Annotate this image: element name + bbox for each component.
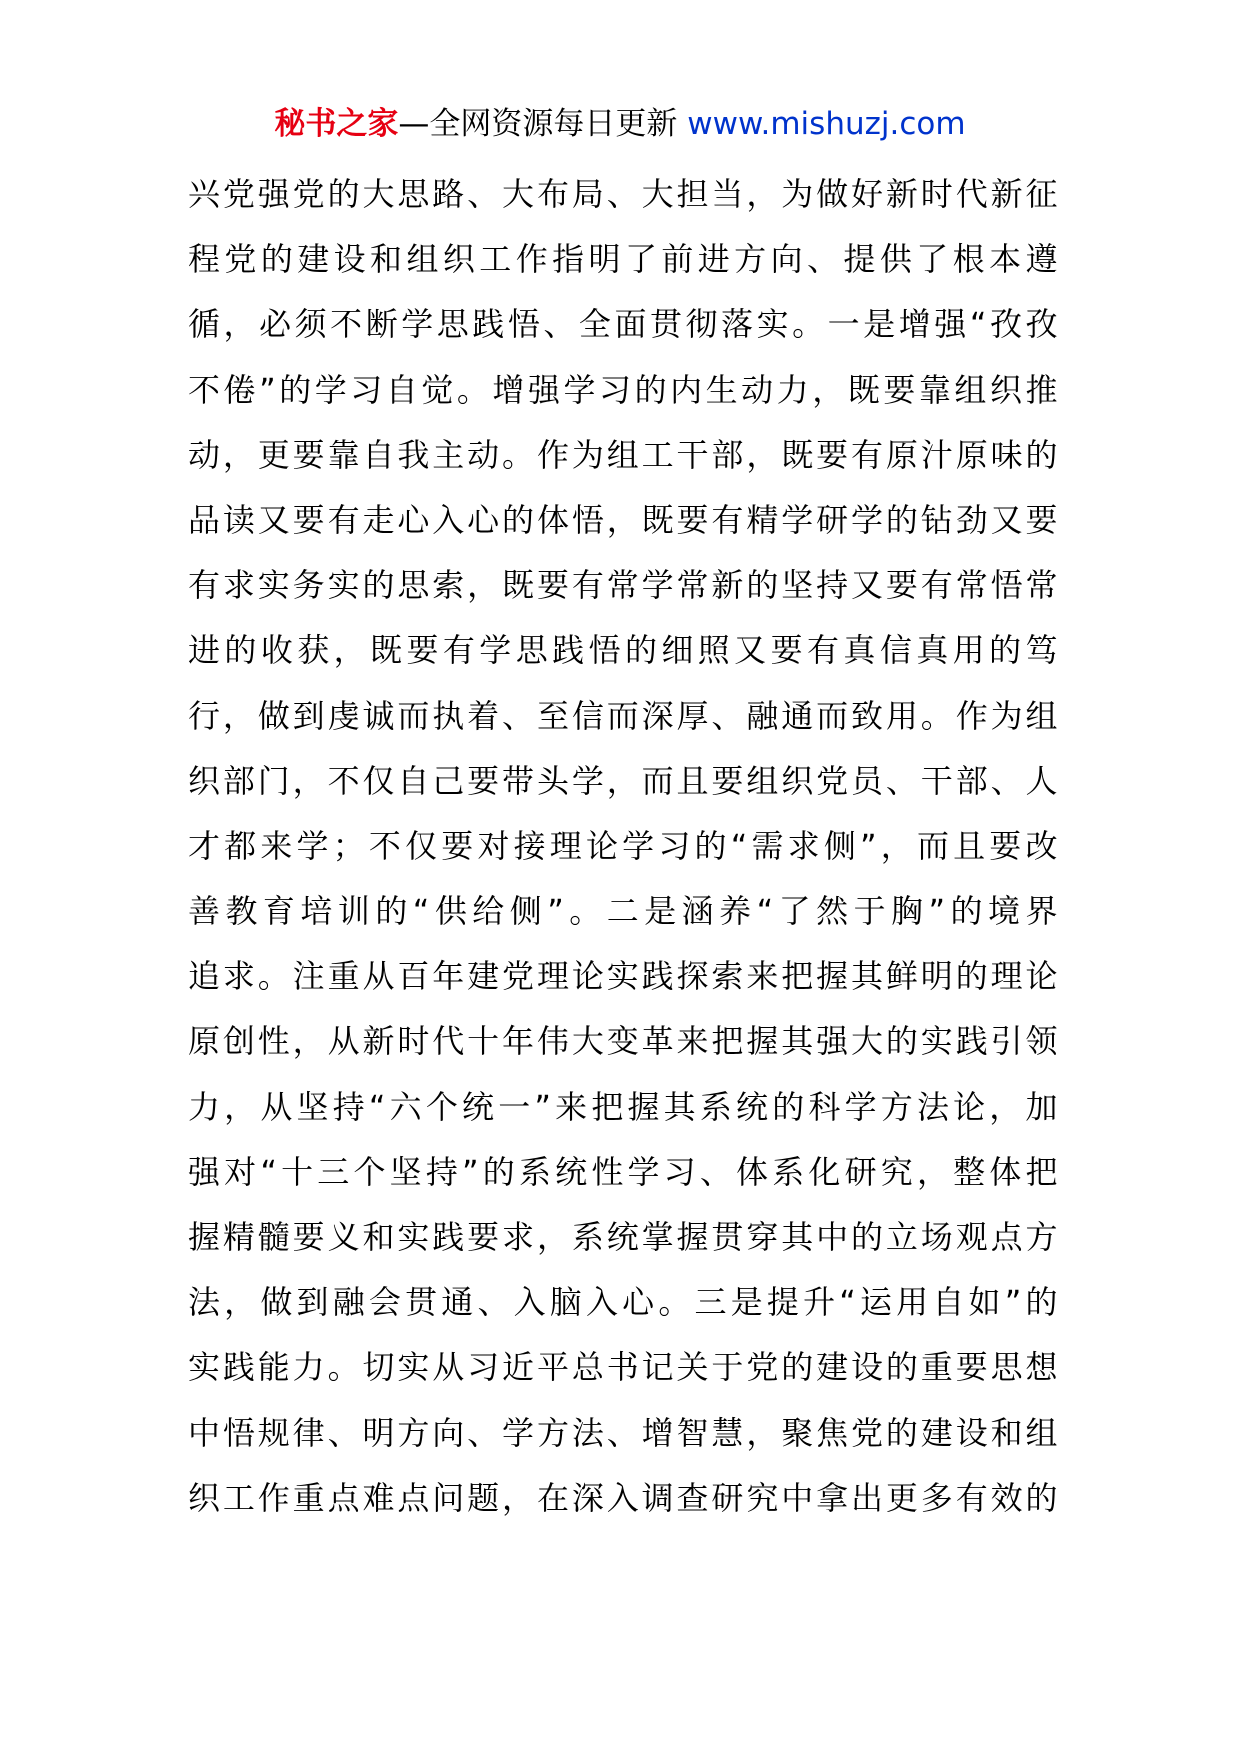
body-line: 有求实务实的思索，既要有常学常新的坚持又要有常悟常 xyxy=(188,566,1058,605)
body-line: 握精髓要义和实践要求，系统掌握贯穿其中的立场观点方 xyxy=(188,1218,1058,1256)
body-line: 动，更要靠自我主动。作为组工干部，既要有原汁原味的 xyxy=(188,435,1058,474)
body-line: 原创性，从新时代十年伟大变革来把握其强大的实践引领 xyxy=(188,1022,1058,1061)
body-line: 善教育培训的“供给侧”。二是涵养“了然于胸”的境界 xyxy=(188,892,1058,931)
body-line: 进的收获，既要有学思践悟的细照又要有真信真用的笃 xyxy=(188,631,1058,670)
body-line: 兴党强党的大思路、大布局、大担当，为做好新时代新征 xyxy=(188,175,1058,213)
body-line: 循，必须不断学思践悟、全面贯彻落实。一是增强“孜孜 xyxy=(188,305,1058,344)
body-line: 追求。注重从百年建党理论实践探索来把握其鲜明的理论 xyxy=(188,957,1058,996)
site-url-link[interactable]: www.mishuzj.com xyxy=(687,106,966,142)
document-body xyxy=(188,162,1058,1531)
body-line: 才都来学；不仅要对接理论学习的“需求侧”，而且要改 xyxy=(188,826,1058,865)
site-brand: 秘书之家 xyxy=(274,106,399,142)
body-line: 品读又要有走心入心的体悟，既要有精学研学的钻劲又要 xyxy=(188,500,1058,539)
body-line: 织部门，不仅自己要带头学，而且要组织党员、干部、人 xyxy=(188,761,1058,800)
body-line: 法，做到融会贯通、入脑入心。三是提升“运用自如”的 xyxy=(188,1283,1058,1322)
body-line: 中悟规律、明方向、学方法、增智慧，聚焦党的建设和组 xyxy=(188,1413,1058,1452)
body-line: 力，从坚持“六个统一”来把握其系统的科学方法论，加 xyxy=(188,1087,1058,1126)
site-tagline: —全网资源每日更新 xyxy=(398,106,688,142)
body-line: 织工作重点难点问题，在深入调查研究中拿出更多有效的 xyxy=(188,1478,1058,1517)
body-line: 行，做到虔诚而执着、至信而深厚、融通而致用。作为组 xyxy=(188,696,1058,735)
body-line: 强对“十三个坚持”的系统性学习、体系化研究，整体把 xyxy=(188,1152,1058,1191)
body-line: 实践能力。切实从习近平总书记关于党的建设的重要思想 xyxy=(188,1348,1058,1387)
body-line: 程党的建设和组织工作指明了前进方向、提供了根本遵 xyxy=(188,240,1058,279)
body-line: 不倦”的学习自觉。增强学习的内生动力，既要靠组织推 xyxy=(188,370,1058,409)
site-header xyxy=(0,102,1240,146)
